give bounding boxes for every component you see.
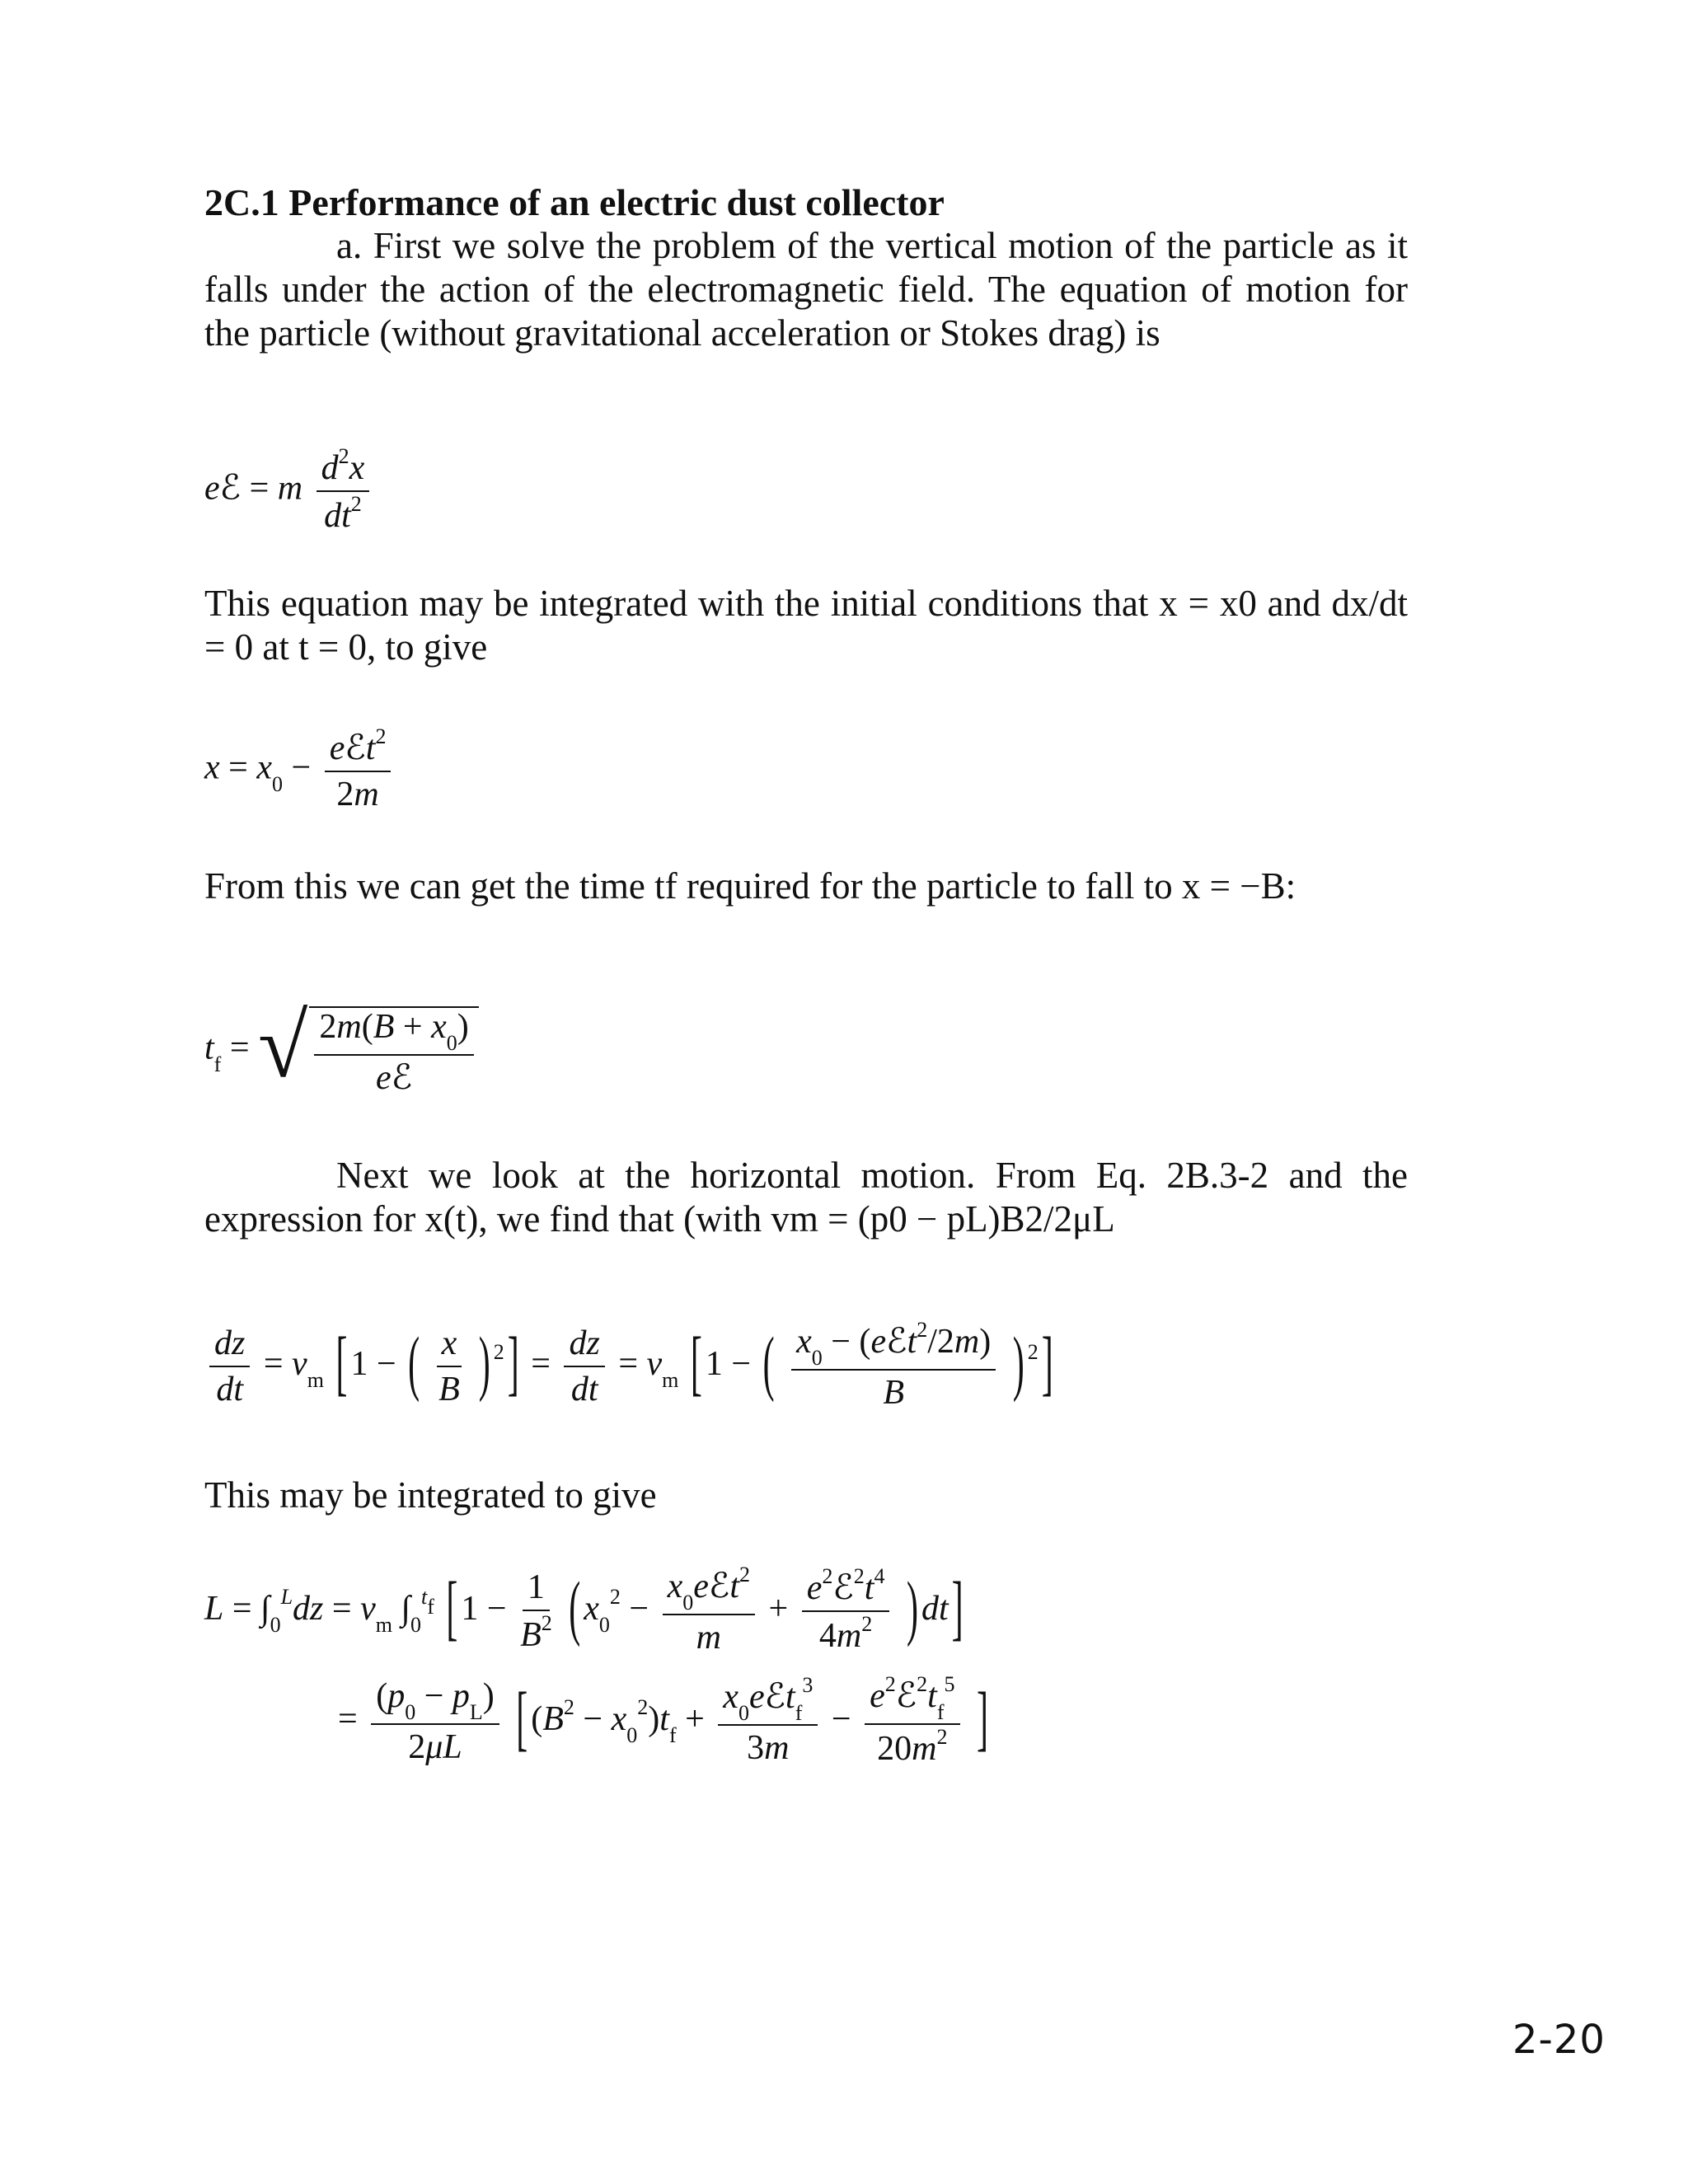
paragraph-2 [204,582,1408,669]
paragraph-2-text: This equation may be integrated with the initial conditions that x = x0 and dx/dt = 0 at t = 0, to give [204,583,1408,668]
paragraph-5 [204,1474,1408,1517]
paragraph-4 [204,1154,1408,1241]
paragraph-4-text: Next we look at the horizontal motion. From Eq. 2B.3-2 and the expression for x(t), we find that (with vm = (p0 − pL)B2/2μL [204,1155,1408,1240]
section-title: 2C.1 Performance of an electric dust collector [204,181,945,223]
page-number: 2-20 [1512,2017,1606,2063]
equation-length-line2: = $\frac{(p_0 - p_L)}{2\mu L}$ [$(B^2 - x_0^2)t_f$ + $\frac{x_0eℰt_f^3}{3m}$ − $\frac{e^2ℰ^2t_f^5}{20m^2}$ ] [338,1672,989,1769]
paragraph-3-text: From this we can get the time tf required for the particle to fall to x = −B: [204,865,1296,907]
equation-position: $x = x_0$ − $\frac{eℰt^2}{2m}$ [204,729,396,812]
paragraph-3 [204,865,1408,908]
equation-motion: eℰ = m $\frac{d^2x}{dt^2}$ [204,449,374,533]
equation-time-sqrt: √ $\frac{2m(B + x_0)}{\text{eℰ}}$ [258,1005,479,1096]
paragraph-1-text: a. First we solve the problem of the vertical motion of the particle as it falls under the action of the electromagnetic field. The equation of motion for the particle (without gravitational acceleration or Stokes drag) is [204,225,1408,354]
equation-length-line1: $L = \int_0^Ldz = v_m$ $\int_0^{tf}$ [1 − $\frac{1}{B^2}$ ($x_0^2$ − $\frac{x_0eℰt^2}{m}$ + $\frac{e^2ℰ^2t^4}{4m^2}$ )dt] [204,1563,964,1657]
equation-motion-fraction: $\frac{d^2x}{dt^2}$ [316,449,370,533]
equation-velocity: $\frac{dz}{dt}$ = $v_m$ [1 − ( $\frac{x}{B}$ ) $^2$] = $\frac{dz}{dt}$ = $v_m$ [1 − ( $\frac{x_0 - (eℰt^2/2m)}{B}$ ) $^2$] [204,1323,1057,1410]
equation-time: $t_f$ = √ $\frac{2m(B + x_0)}{\text{eℰ}}$ [204,1005,479,1096]
paragraph-5-text: This may be integrated to give [204,1474,657,1516]
equation-position-fraction: $\frac{eℰt^2}{2m}$ [325,729,392,812]
paragraph-1 [204,224,1408,355]
